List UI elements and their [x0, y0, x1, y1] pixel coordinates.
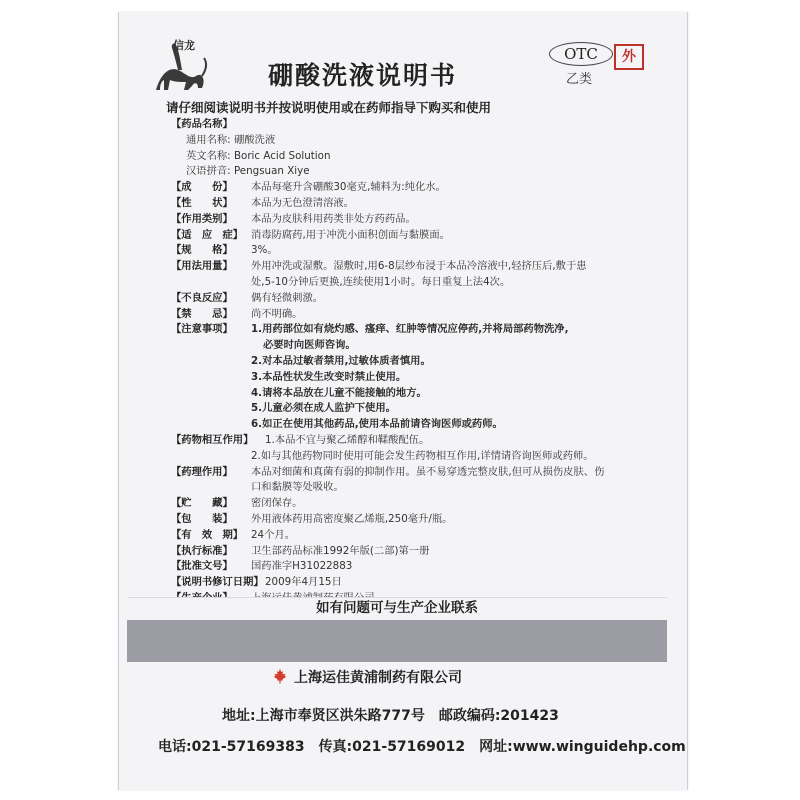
revision-date-value: 2009年4月15日 — [265, 576, 342, 589]
spec-label: 【规 格】 — [171, 244, 233, 257]
pharmacology-value-1: 本品对细菌和真菌有弱的抑制作用。虽不易穿透完整皮肤,但可从损伤皮肤、伤 — [251, 465, 605, 478]
leaflet-body — [171, 117, 671, 607]
pharmacology-value-2: 口和黏膜等处吸收。 — [251, 481, 344, 494]
validity-value: 24个月。 — [251, 528, 295, 541]
revision-date-label: 【说明书修订日期】 — [171, 576, 264, 589]
appearance-label: 【性 状】 — [171, 196, 233, 209]
company-name: 上海运佳黄浦制药有限公司 — [294, 670, 462, 686]
gray-band — [127, 620, 667, 662]
usage-value-1: 外用冲洗或湿敷。湿敷时,用6-8层纱布浸于本品冷溶液中,轻挤压后,敷于患 — [251, 260, 587, 273]
drug-name-label: 【药品名称】 — [171, 118, 233, 130]
maple-leaf-icon — [272, 668, 288, 684]
interaction-label: 【药物相互作用】 — [171, 433, 254, 446]
category-label: 【作用类别】 — [171, 212, 233, 225]
otc-category: 乙类 — [566, 72, 593, 87]
caution-item-5: 5.儿童必须在成人监护下使用。 — [251, 402, 396, 415]
pinyin-value: Pengsuan Xiye — [233, 165, 310, 178]
validity-label: 【有 效 期】 — [171, 528, 244, 541]
category-value: 本品为皮肤科用药类非处方药药品。 — [251, 212, 416, 225]
otc-badge: OTC — [549, 42, 613, 66]
company-address: 地址:上海市奉贤区洪朱路777号 — [222, 708, 425, 724]
document-title: 硼酸洗液说明书 — [268, 61, 458, 90]
company-postcode: 邮政编码:201423 — [438, 708, 559, 724]
appearance-value: 本品为无色澄清溶液。 — [251, 196, 354, 209]
storage-label: 【贮 藏】 — [171, 497, 233, 510]
company-phone: 电话:021-57169383 — [158, 739, 305, 755]
english-name-value: Boric Acid Solution — [233, 149, 331, 162]
external-use-badge: 外 — [614, 44, 644, 70]
composition-label: 【成 份】 — [171, 181, 233, 194]
caution-item-6: 6.如正在使用其他药品,使用本品前请咨询医师或药师。 — [251, 418, 503, 431]
composition-value: 本品每毫升含硼酸30毫克,辅料为:纯化水。 — [251, 181, 446, 194]
adverse-label: 【不良反应】 — [171, 291, 233, 304]
interaction-item-2: 2.如与其他药物同时使用可能会发生药物相互作用,详情请咨询医师或药师。 — [251, 449, 594, 462]
standard-value: 卫生部药品标准1992年版(二部)第一册 — [251, 544, 430, 557]
address-line — [222, 705, 559, 725]
caution-item-3: 3.本品性状发生改变时禁止使用。 — [251, 370, 407, 383]
caution-item-1b: 必要时向医师咨询。 — [263, 339, 356, 352]
brand-name: 信龙 — [173, 39, 195, 52]
contact-line — [158, 736, 686, 756]
contraindication-label: 【禁 忌】 — [171, 307, 233, 320]
usage-warning: 请仔细阅读说明书并按说明使用或在药师指导下购买和使用 — [166, 100, 492, 115]
indication-label: 【适 应 症】 — [171, 228, 244, 241]
contact-notice: 如有问题可与生产企业联系 — [127, 597, 667, 619]
usage-value-2: 处,5-10分钟后更换,连续使用1小时。每日重复上法4次。 — [251, 275, 511, 288]
package-value: 外用液体药用高密度聚乙烯瓶,250毫升/瓶。 — [251, 512, 453, 525]
caution-item-4: 4.请将本品放在儿童不能接触的地方。 — [251, 386, 427, 399]
pinyin-label: 汉语拼音: — [186, 165, 231, 178]
generic-name-label: 通用名称: — [186, 133, 231, 146]
usage-label: 【用法用量】 — [171, 260, 233, 273]
interaction-item-1: 1.本品不宜与聚乙烯醇和鞣酸配伍。 — [265, 433, 430, 446]
english-name-label: 英文名称: — [186, 149, 231, 162]
adverse-value: 偶有轻微刺激。 — [251, 291, 324, 304]
generic-name-value: 硼酸洗液 — [233, 133, 276, 146]
caution-label: 【注意事项】 — [171, 323, 233, 336]
company-fax: 传真:021-57169012 — [318, 739, 466, 755]
spec-value: 3%。 — [251, 244, 278, 257]
standard-label: 【执行标准】 — [171, 544, 233, 557]
approval-label: 【批准文号】 — [171, 560, 233, 573]
company-website: 网址:www.winguidehp.com — [479, 739, 686, 755]
package-label: 【包 装】 — [171, 512, 233, 525]
contraindication-value: 尚不明确。 — [251, 307, 303, 320]
approval-value: 国药准字H31022883 — [251, 560, 353, 573]
caution-item-2: 2.对本品过敏者禁用,过敏体质者慎用。 — [251, 354, 431, 367]
caution-item-1a: 1.用药部位如有烧灼感、瘙痒、红肿等情况应停药,并将局部药物洗净, — [251, 323, 569, 336]
storage-value: 密闭保存。 — [251, 497, 303, 510]
indication-value: 消毒防腐药,用于冲洗小面积创面与黏膜面。 — [251, 228, 450, 241]
pharmacology-label: 【药理作用】 — [171, 465, 233, 478]
